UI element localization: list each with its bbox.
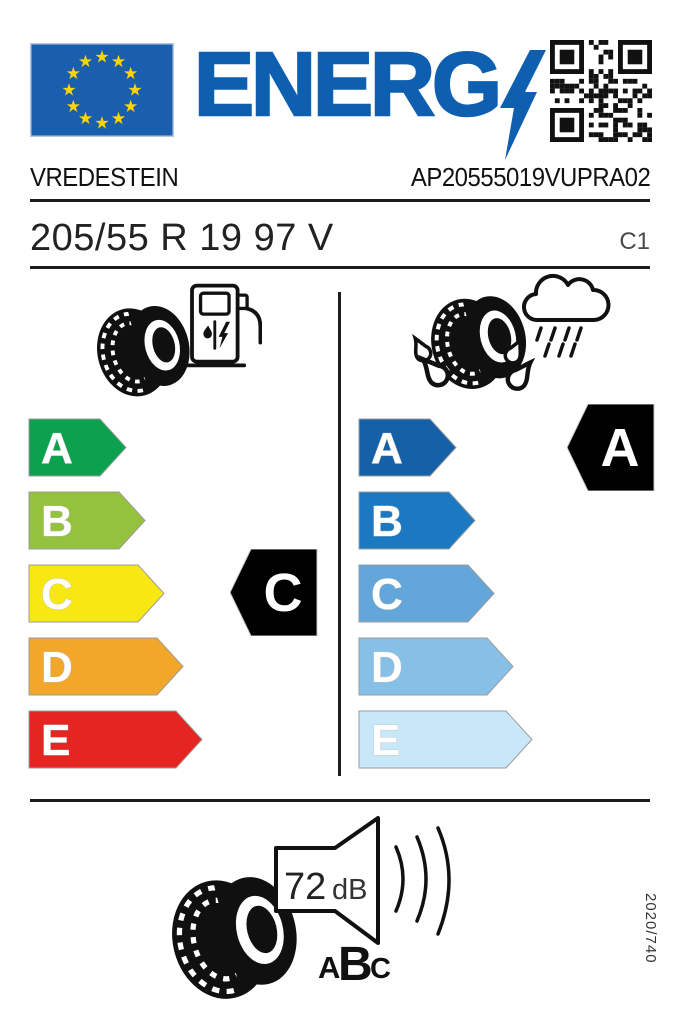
eu-flag-star: ★ [61,80,77,100]
fuel-class-letter-a: A [41,424,73,473]
eu-flag-star: ★ [122,64,139,83]
lightning-bolt-shape [500,50,546,160]
eu-flag-star: ★ [127,80,143,100]
fuel-class-letter-c: C [41,570,73,619]
wet-grip-class-letter-c: C [371,570,403,619]
wet-grip-class-letter-a: A [371,424,403,473]
sound-waves-icon [396,828,449,934]
noise-icon [168,803,464,1015]
eu-flag-star: ★ [65,64,82,83]
eu-flag-star: ★ [65,97,82,116]
separator-line [30,199,650,202]
qr-code [550,40,652,142]
fuel-class-bar-d [28,637,185,696]
wet-grip-rating-letter: A [600,418,640,478]
fuel-class-bar-e [28,710,204,769]
fuel-pump-icon [185,286,260,366]
product-code: AP20555019VUPRA02 [410,162,650,192]
eu-flag-star: ★ [110,51,127,71]
fuel-class-bar-c [28,564,166,623]
tire-icon [92,296,199,405]
noise-class-a: A [318,950,341,985]
rain-cloud-icon [524,276,609,356]
fuel-class-bar-a [28,418,128,477]
wet-grip-rating-arrow [567,404,655,491]
tire-class-code: C1 [619,228,650,255]
lightning-bolt-icon [500,50,546,160]
fuel-class-letter-e: E [41,716,71,765]
tire-size: 205/55 R 19 97 V [30,217,334,259]
fuel-class-letter-b: B [41,497,73,546]
wet-grip-class-letter-d: D [371,643,403,692]
fuel-efficiency-icon [92,276,262,418]
eu-flag-star: ★ [122,97,139,116]
fuel-rating-arrow [230,549,318,636]
noise-class-c: C [370,953,391,985]
wet-grip-class-bar-c [358,564,496,623]
wet-grip-class-bar-b [358,491,477,550]
eu-flag-icon [30,43,174,137]
wet-grip-class-letter-b: B [371,497,403,546]
wet-grip-class-scale [358,418,568,770]
separator-line [30,799,650,802]
eu-flag-star: ★ [94,47,110,67]
eu-flag-star: ★ [110,109,127,129]
eu-flag-star: ★ [94,113,110,133]
fuel-class-scale [28,418,238,770]
fuel-rating-letter: C [263,563,303,623]
noise-class-b-rated: B [338,938,373,991]
brand-name: VREDESTEIN [30,162,179,192]
fuel-class-bar-b [28,491,147,550]
wet-grip-class-bar-d [358,637,515,696]
section-divider [338,292,341,776]
noise-value: 72 [284,866,327,908]
rain-lines [537,328,581,356]
eu-flag-star: ★ [77,109,94,129]
noise-unit: dB [332,874,368,906]
fuel-class-letter-d: D [41,643,73,692]
wet-grip-class-bar-e [358,710,534,769]
wet-grip-class-letter-e: E [371,716,401,765]
regulation-number: 2020/740 [642,893,659,964]
wet-grip-class-bar-a [358,418,458,477]
eu-flag-star: ★ [77,51,94,71]
energy-logo-wordmark: ENERG [194,35,500,135]
wet-grip-icon [398,268,616,420]
